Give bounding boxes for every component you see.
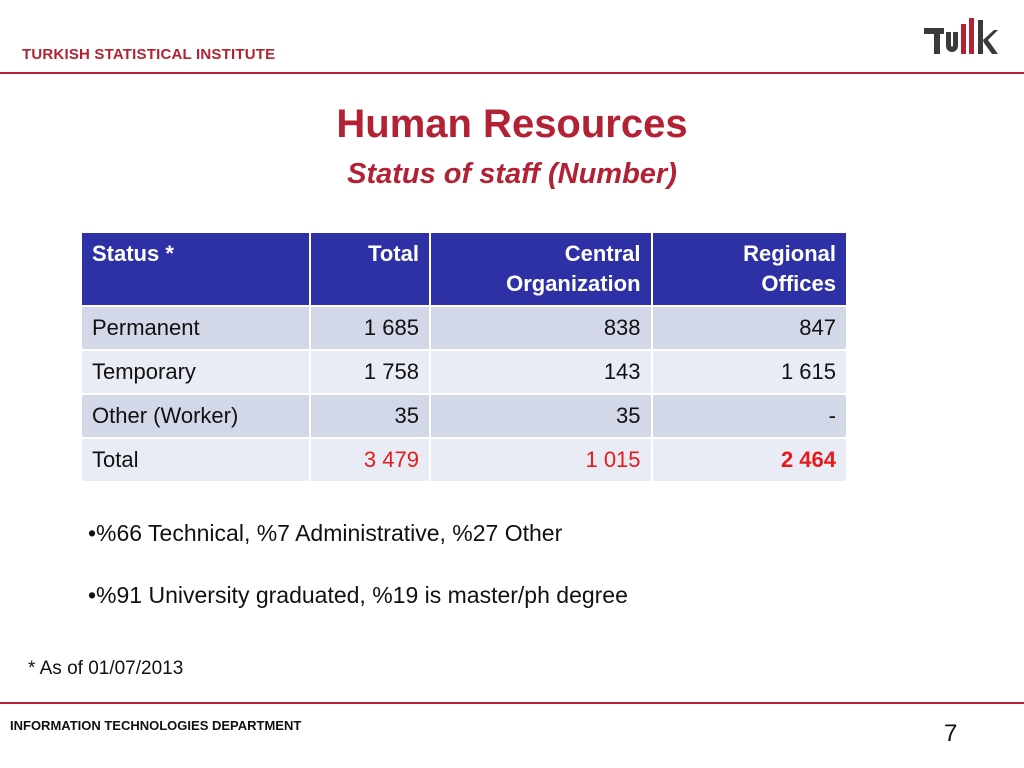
page-subtitle: Status of staff (Number) — [347, 158, 677, 190]
cell-status: Permanent — [81, 306, 310, 350]
cell-total: 1 685 — [310, 306, 430, 350]
cell-status: Other (Worker) — [81, 394, 310, 438]
tuik-logo — [924, 14, 998, 58]
header-regional-offices: Regional Offices — [652, 232, 847, 306]
table-header-row — [81, 232, 847, 306]
table-row-temporary — [81, 350, 847, 394]
cell-status: Temporary — [81, 350, 310, 394]
header-status: Status * — [81, 232, 310, 306]
footer-divider — [0, 702, 1024, 704]
cell-regional: 1 615 — [652, 350, 847, 394]
header-central-organization: Central Organization — [430, 232, 652, 306]
footer-department: INFORMATION TECHNOLOGIES DEPARTMENT — [10, 718, 302, 733]
cell-total: 1 758 — [310, 350, 430, 394]
table-row-other-worker — [81, 394, 847, 438]
cell-regional: 847 — [652, 306, 847, 350]
bullet-staff-composition: •%66 Technical, %7 Administrative, %27 Other — [88, 520, 563, 546]
cell-total: 3 479 — [310, 438, 430, 482]
cell-central: 143 — [430, 350, 652, 394]
cell-central: 35 — [430, 394, 652, 438]
cell-central: 1 015 — [430, 438, 652, 482]
cell-regional: 2 464 — [652, 438, 847, 482]
table-row-permanent — [81, 306, 847, 350]
cell-total: 35 — [310, 394, 430, 438]
cell-regional: - — [652, 394, 847, 438]
header-total: Total — [310, 232, 430, 306]
table-row-total — [81, 438, 847, 482]
cell-central: 838 — [430, 306, 652, 350]
page-title: Human Resources — [336, 102, 688, 146]
header-divider — [0, 72, 1024, 74]
cell-status: Total — [81, 438, 310, 482]
footnote: * As of 01/07/2013 — [28, 658, 184, 679]
organization-name: TURKISH STATISTICAL INSTITUTE — [22, 46, 276, 63]
page-number: 7 — [944, 720, 958, 747]
staff-status-table — [80, 231, 848, 483]
bullet-education: •%91 University graduated, %19 is master/ph degree — [88, 582, 628, 608]
